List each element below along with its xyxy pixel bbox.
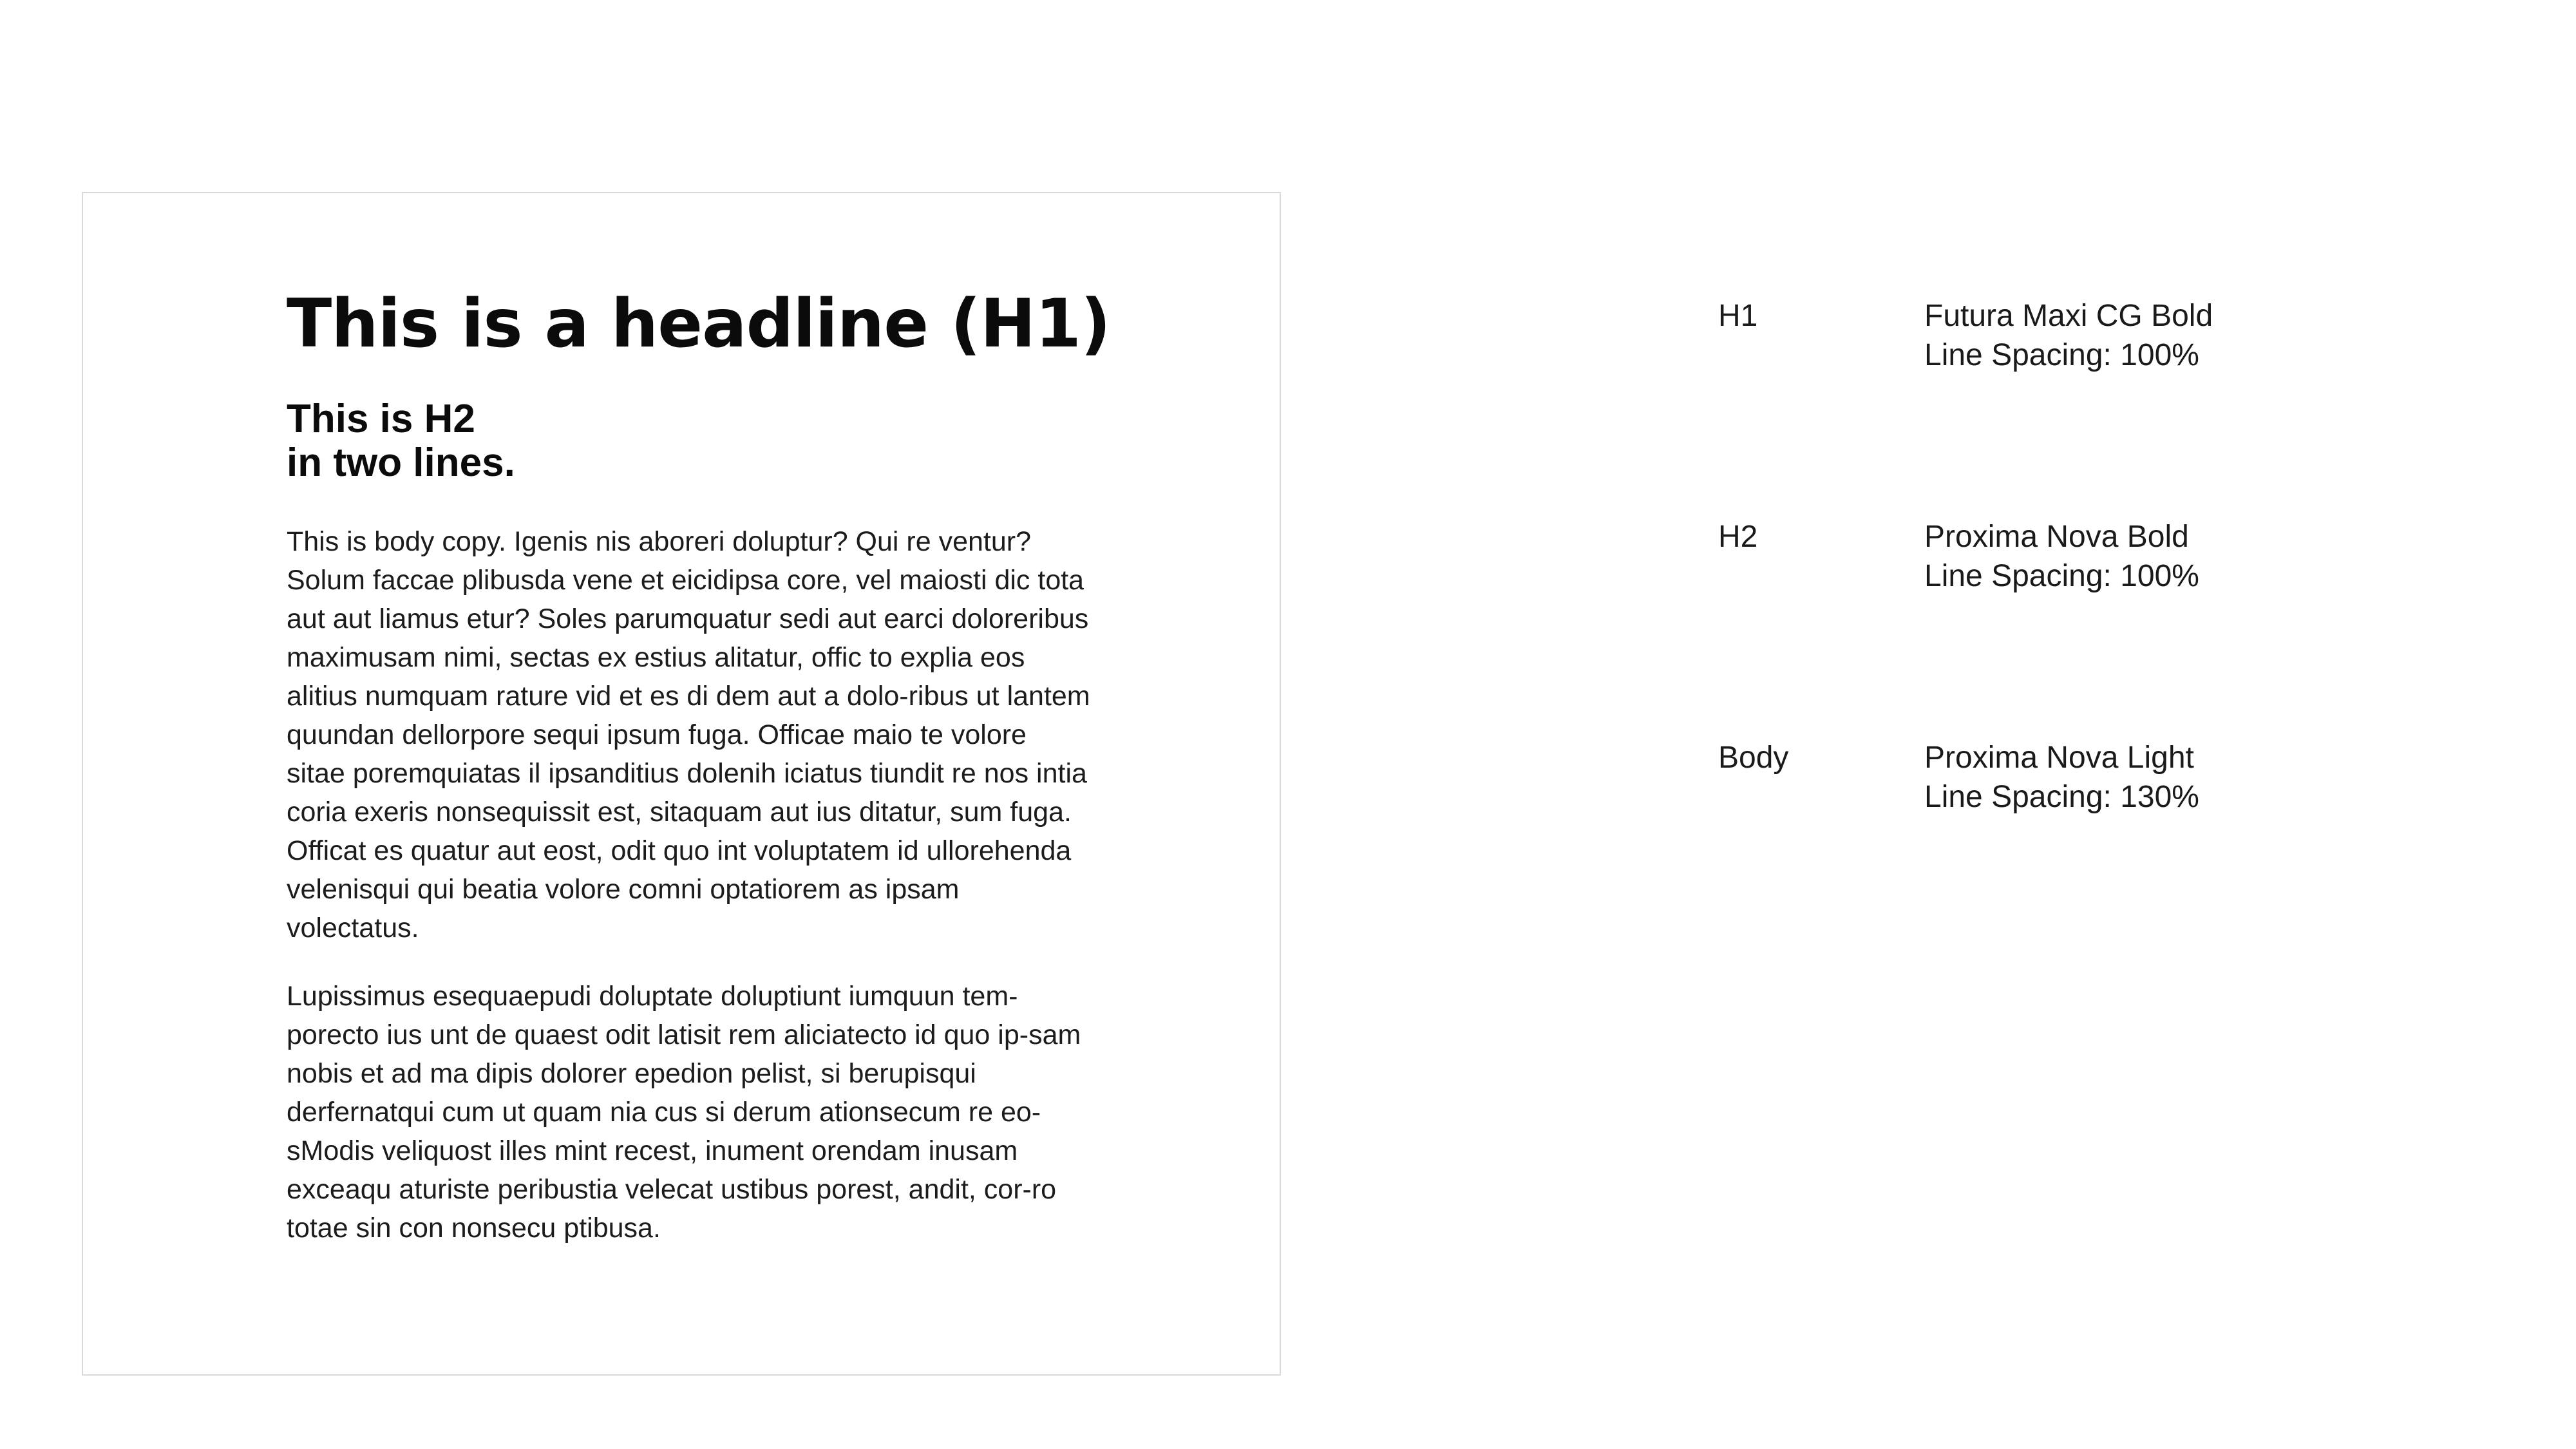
sample-headline-h1: This is a headline (H1) <box>287 285 1110 363</box>
spec-line-spacing: Line Spacing: 100% <box>1924 338 2199 372</box>
spec-label: H1 <box>1718 299 1758 333</box>
spec-line-spacing: Line Spacing: 130% <box>1924 780 2199 814</box>
spec-font: Proxima Nova Light <box>1924 741 2194 775</box>
h2-line-1: This is H2 <box>287 397 475 441</box>
spec-value <box>1924 296 2213 375</box>
spec-value <box>1924 738 2199 817</box>
spec-label: Body <box>1718 741 1789 775</box>
sample-headline-h2 <box>287 397 1088 485</box>
spec-font: Proxima Nova Bold <box>1924 520 2189 554</box>
typography-sample-content <box>287 285 1110 1247</box>
spec-font: Futura Maxi CG Bold <box>1924 299 2213 333</box>
spec-value <box>1924 517 2199 596</box>
spec-label: H2 <box>1718 520 1758 554</box>
body-paragraph-2: Lupissimus esequaepudi doluptate doluptiunt iumquun tem-porecto ius unt de quaest odit latisit rem aliciatecto id quo ip-sam nobis et ad ma dipis dolorer epedion pelist, si berupisqui derfernatqui cum ut quam nia cus si derum ationsecum re eo-sModis veliquost illes mint recest, inument orendam inusam exceaqu aturiste peribustia velecat ustibus porest, andit, cor-ro totae sin con nonsecu ptibusa. <box>287 981 1081 1244</box>
h2-line-2: in two lines. <box>287 440 515 485</box>
spec-line-spacing: Line Spacing: 100% <box>1924 559 2199 593</box>
body-paragraph-1: This is body copy. Igenis nis aboreri doluptur? Qui re ventur? Solum faccae plibusda vene et eicidipsa core, vel maiosti dic tota aut aut liamus etur? Soles parumquatur sedi aut earci doloreribus maximusam nimi, sectas ex estius alitatur, offic to explia eos alitius numquam rature vid et es di dem aut a dolo-ribus ut lantem quundan dellorpore sequi ipsum fuga. Officae maio te volore sitae poremquiatas il ipsanditius dolenih iciatus tiundit re nos intia coria exeris nonsequissit est, sitaquam aut ius ditatur, sum fuga. Officat es quatur aut eost, odit quo int voluptatem id ullorehenda velenisqui qui beatia volore comni optatiorem as ipsam volectatus. <box>287 526 1090 943</box>
